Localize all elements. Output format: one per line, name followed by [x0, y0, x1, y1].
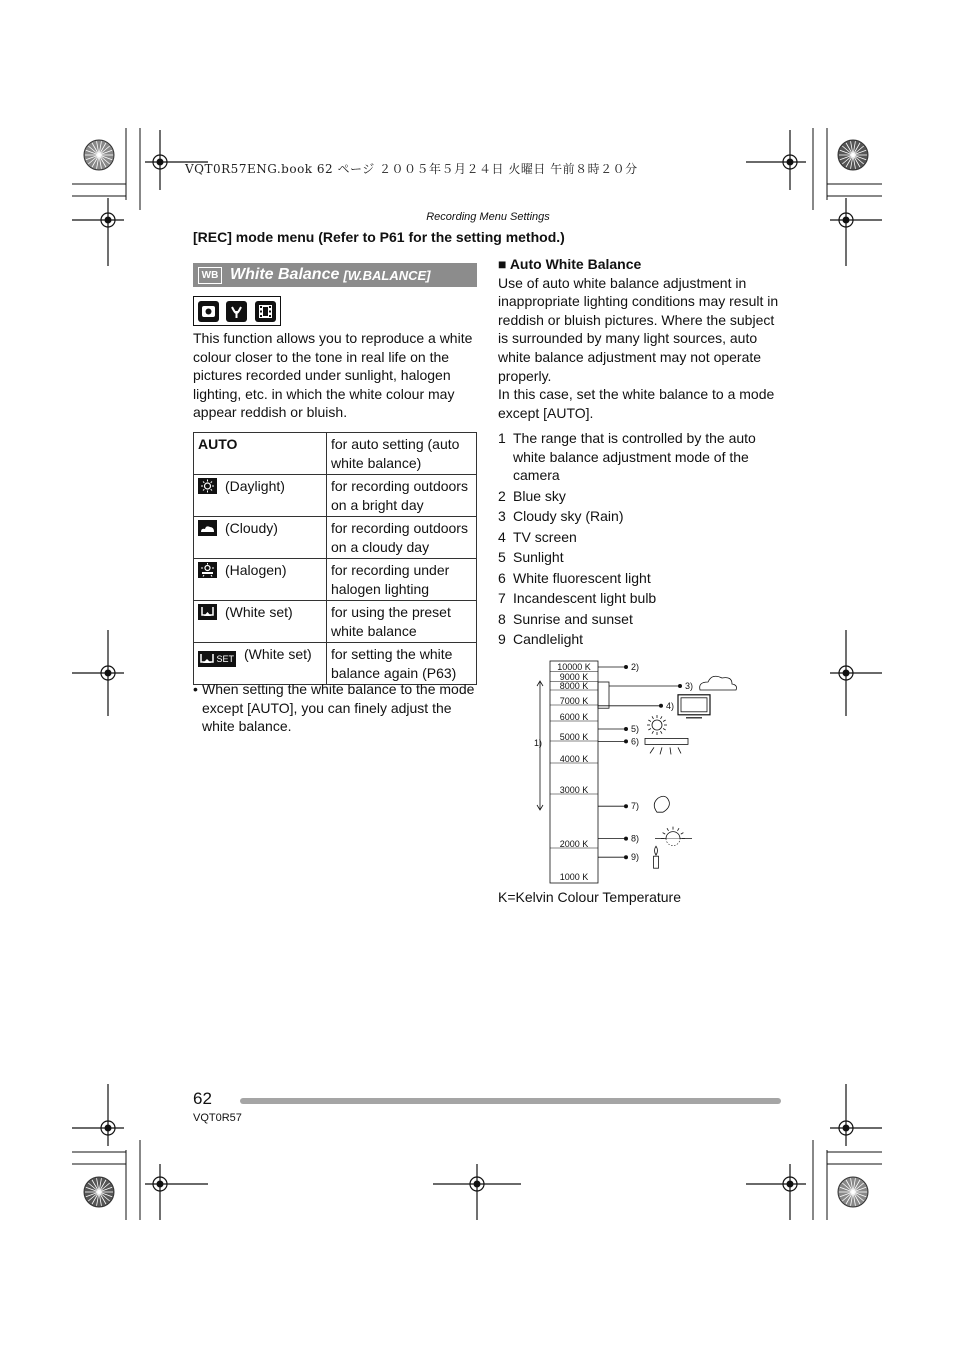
list-item: 3 Cloudy sky (Rain) — [498, 508, 624, 524]
bullet-icon: • — [193, 681, 198, 697]
list-item: 5 Sunlight — [498, 549, 564, 565]
scale-label: 2000 K — [559, 839, 589, 849]
marker-dot — [624, 727, 628, 731]
range-label: 1) — [534, 738, 543, 748]
mode-description: for recording under halogen lighting — [327, 559, 477, 601]
menu-intro: [REC] mode menu (Refer to P61 for the setting method.) — [193, 229, 565, 245]
available-modes — [193, 296, 281, 326]
scale-label: 7000 K — [559, 696, 589, 706]
marker-label: 6) — [631, 736, 640, 747]
scale-label: 1000 K — [559, 872, 589, 882]
document-code: VQT0R57 — [193, 1112, 242, 1124]
mode-label: (White set) — [225, 604, 293, 620]
list-item: 2 Blue sky — [498, 487, 566, 504]
list-item: 6 White fluorescent light — [498, 569, 651, 586]
tv-screen-icon — [678, 695, 710, 718]
awb-heading: ■ Auto White Balance — [498, 256, 642, 272]
cloudy-range — [598, 682, 609, 708]
light-bulb-icon — [654, 796, 669, 812]
legend-list — [498, 429, 788, 651]
fluorescent-light-icon — [645, 738, 688, 754]
marker-label: 3) — [685, 681, 694, 691]
scale-label: 5000 K — [559, 732, 589, 742]
cloud-icon — [700, 676, 737, 690]
sun-icon — [647, 715, 667, 735]
scale-label: 6000 K — [559, 712, 589, 722]
list-item: 1 The range that is controlled by the auto white balance adjustment mode of the camera — [498, 430, 756, 483]
marker-label: 8) — [631, 833, 640, 844]
auto-white-balance-section — [498, 255, 788, 422]
table-row — [194, 433, 477, 475]
marker-dot — [678, 684, 682, 688]
cloud-icon — [198, 520, 217, 536]
marker-dot — [624, 855, 628, 859]
section-title: White Balance — [230, 266, 340, 283]
marker-dot — [624, 665, 628, 669]
marker-label: 4) — [666, 700, 675, 711]
print-slug: VQT0R57ENG.book 62 ページ ２００５年５月２４日 火曜日 午前８時２０分 — [185, 162, 638, 176]
marker-dot — [624, 837, 628, 841]
mode-label: (White set) — [244, 646, 312, 662]
list-item: 8 Sunrise and sunset — [498, 610, 633, 627]
sunrise-icon — [655, 827, 692, 846]
marker-dot — [659, 704, 663, 708]
mode-label: (Daylight) — [225, 478, 285, 494]
scale-column — [550, 661, 598, 883]
scale-label: 4000 K — [559, 754, 589, 764]
list-item: 9 Candlelight — [498, 631, 584, 647]
table-row — [194, 475, 477, 517]
marker-label: 5) — [631, 724, 640, 734]
mode-description: for auto setting (auto white balance) — [327, 433, 477, 475]
macro-mode-icon — [226, 301, 247, 322]
table-row — [194, 559, 477, 601]
page-number: 62 — [193, 1089, 212, 1108]
note-bullet — [193, 680, 479, 736]
table-row — [194, 517, 477, 559]
white-set-icon — [198, 604, 217, 620]
marker-dot — [624, 739, 628, 743]
marker-label: 7) — [631, 801, 640, 812]
mode-label: (Cloudy) — [225, 520, 278, 536]
white-balance-icon: WB — [198, 267, 222, 284]
candle-icon — [654, 846, 659, 868]
list-item: 4 TV screen — [498, 528, 577, 545]
awb-body: Use of auto white balance adjustment in inappropriate lighting conditions may result in reddish or bluish pictures. Where the subject is surrounded by many light sources, auto white balance adjustment may not operate properly. — [498, 274, 779, 384]
footer-rule — [240, 1098, 781, 1104]
sun-icon — [198, 478, 217, 494]
scale-label: 9000 K — [559, 672, 589, 682]
scale-label: 8000 K — [559, 681, 589, 691]
white-balance-table — [193, 432, 477, 685]
function-description: This function allows you to reproduce a white colour closer to the tone in real life on the pictures recorded under sunlight, halogen lighting, etc. in which the white colour may appear reddish or bluish. — [193, 330, 473, 421]
camera-mode-icon — [198, 301, 219, 322]
mode-description: for recording outdoors on a bright day — [327, 475, 477, 517]
marker-dot — [624, 804, 628, 808]
mode-label: AUTO — [194, 433, 327, 475]
white-set-adjust-icon: SET — [198, 651, 236, 667]
note-text: When setting the white balance to the mode except [AUTO], you can finely adjust the white balance. — [202, 681, 475, 735]
mode-description: for setting the white balance again (P63) — [327, 643, 477, 685]
awb-body-2: In this case, set the white balance to a mode except [AUTO]. — [498, 386, 775, 421]
mode-description: for using the preset white balance — [327, 601, 477, 643]
section-header — [193, 263, 477, 287]
halogen-icon — [198, 562, 217, 578]
kelvin-diagram — [530, 655, 760, 887]
marker-label: 2) — [631, 662, 640, 672]
mode-description: for recording outdoors on a cloudy day — [327, 517, 477, 559]
table-row — [194, 643, 477, 685]
kelvin-caption: K=Kelvin Colour Temperature — [498, 889, 682, 905]
mode-label: (Halogen) — [225, 562, 287, 578]
scale-label: 10000 K — [557, 662, 591, 672]
scale-label: 3000 K — [559, 785, 589, 795]
motion-picture-mode-icon — [255, 301, 276, 322]
table-row — [194, 601, 477, 643]
list-item: 7 Incandescent light bulb — [498, 590, 657, 606]
running-head: Recording Menu Settings — [426, 211, 550, 223]
section-tag: [W.BALANCE] — [343, 267, 431, 283]
marker-label: 9) — [631, 852, 640, 863]
